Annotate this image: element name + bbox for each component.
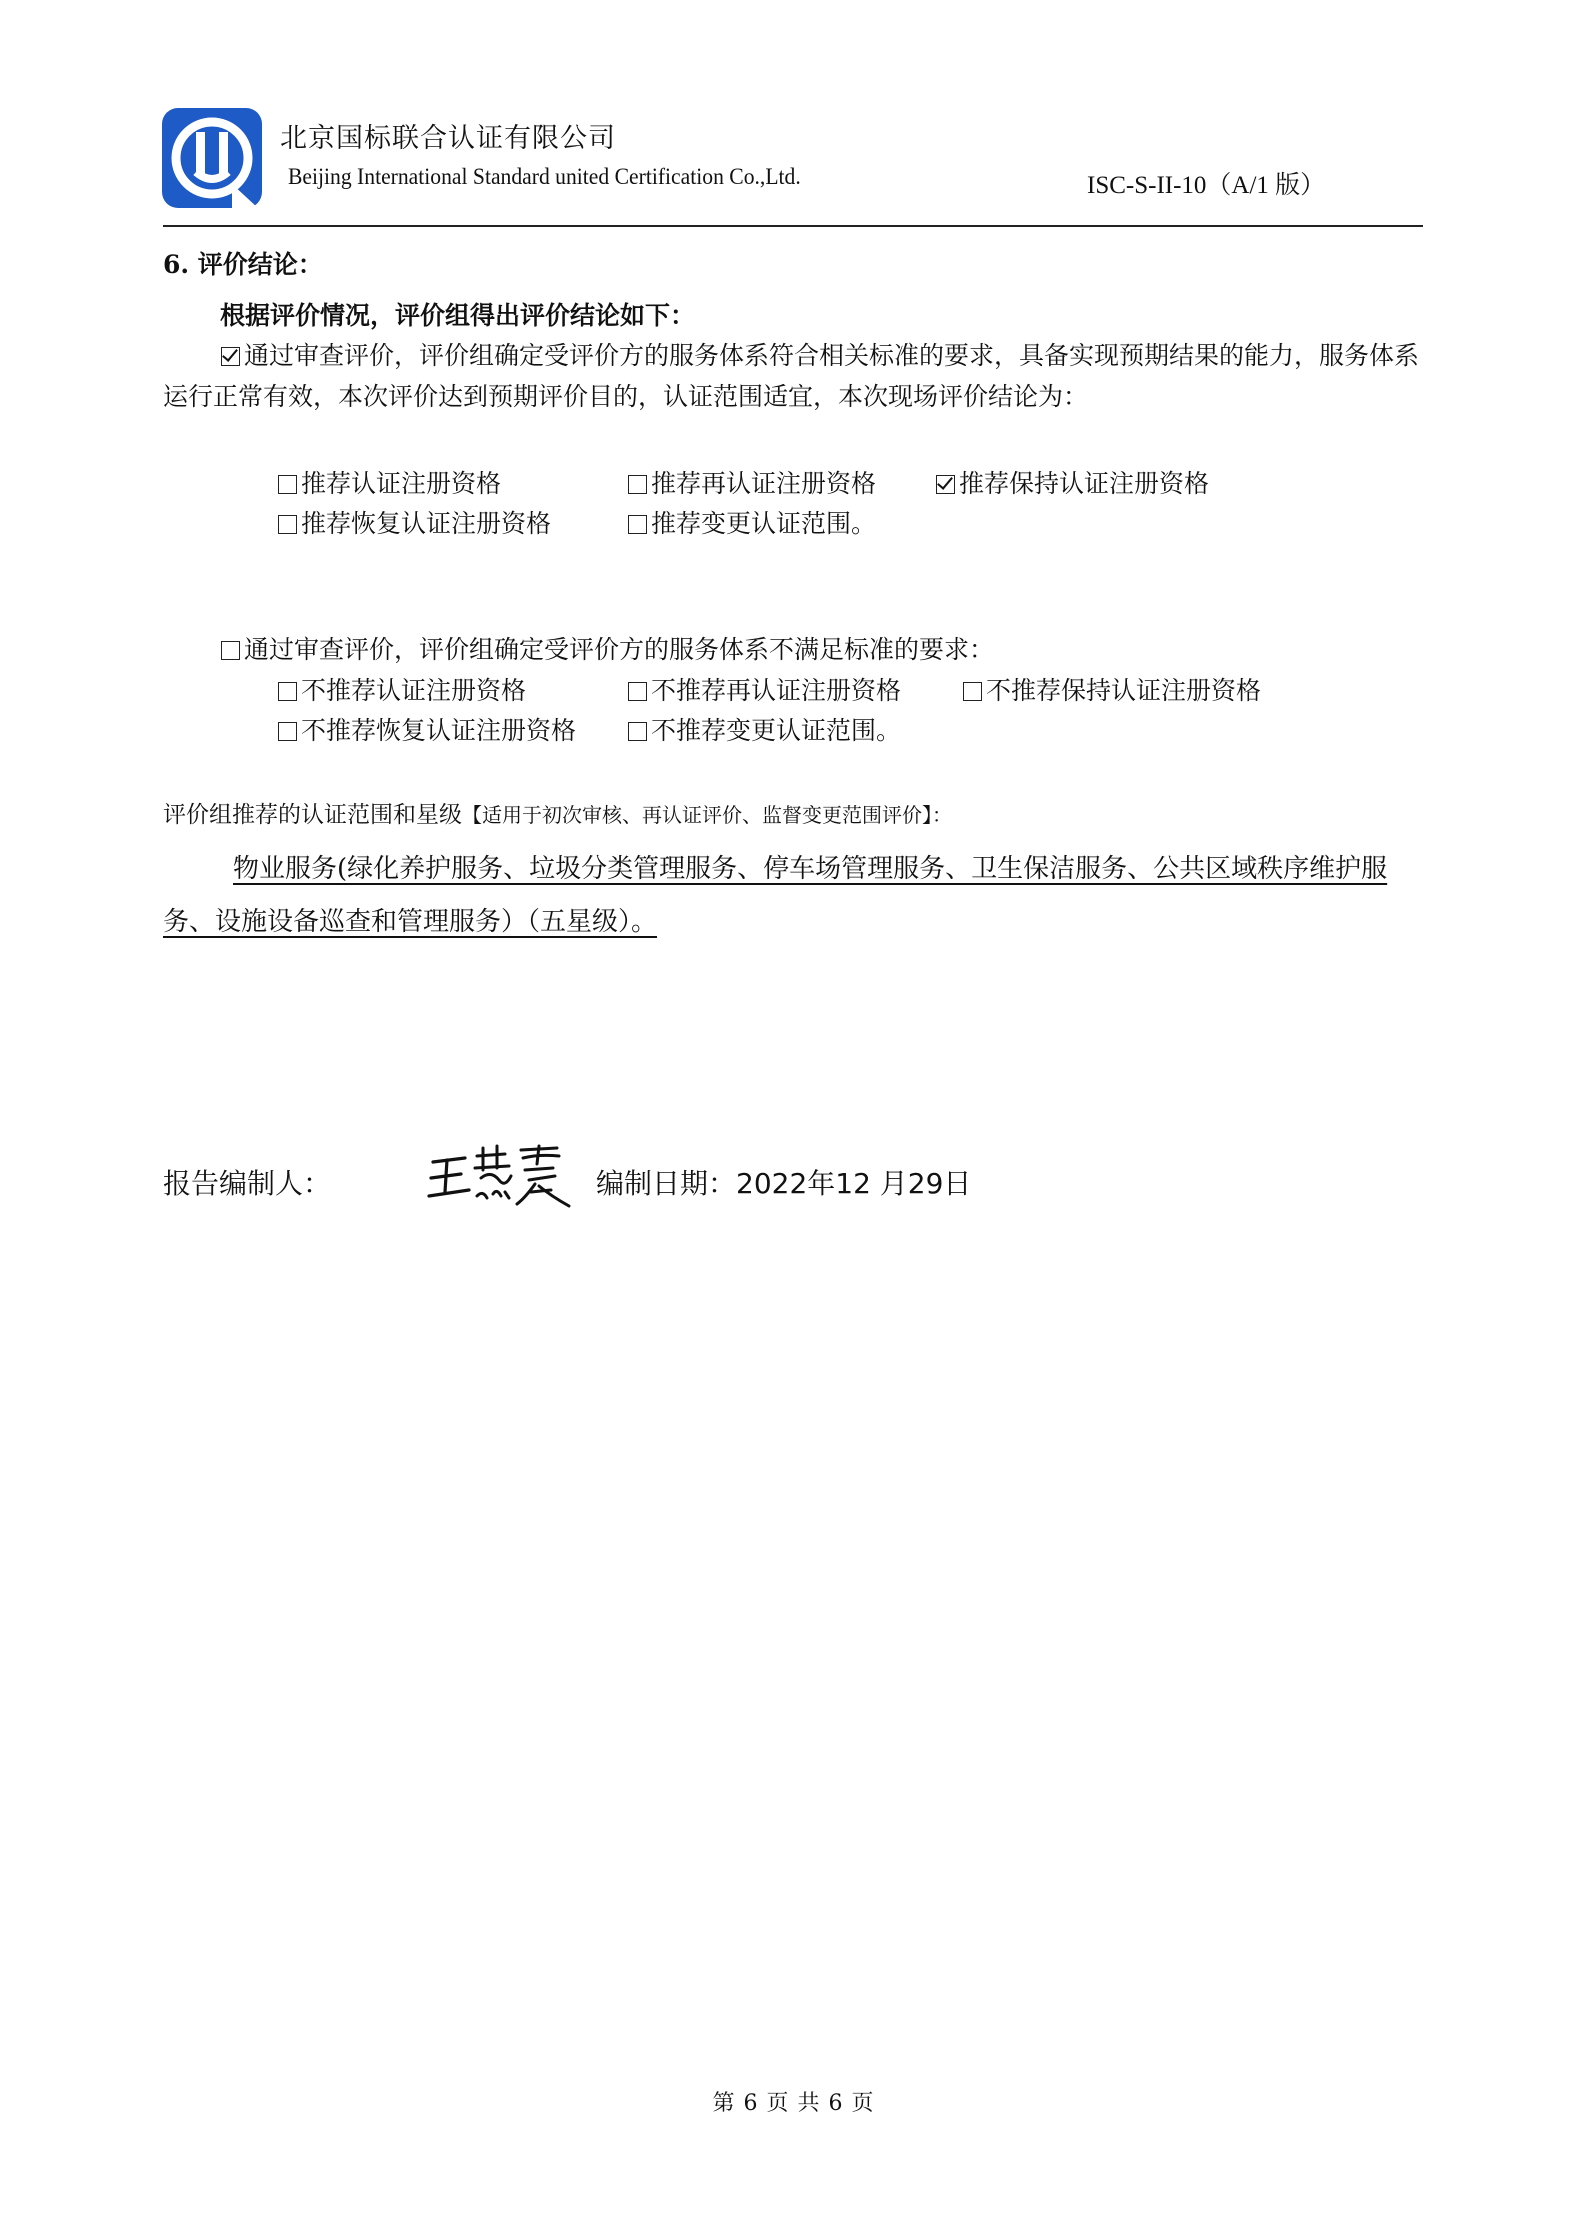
conclusion-fail-checkbox[interactable] — [221, 641, 240, 660]
option-recommend-maintain[interactable]: 推荐保持认证注册资格 — [936, 464, 1209, 500]
page-number: 第 6 页 共 6 页 — [712, 2091, 875, 2116]
scope-label — [163, 796, 952, 829]
option-not-recommend-change-scope[interactable]: 不推荐变更认证范围。 — [628, 711, 901, 747]
option-recommend-recertification[interactable]: 推荐再认证注册资格 — [628, 464, 876, 500]
checkbox[interactable] — [278, 722, 297, 741]
option-recommend-restore[interactable]: 推荐恢复认证注册资格 — [278, 504, 551, 540]
checkbox[interactable] — [963, 682, 982, 701]
option-recommend-change-scope[interactable]: 推荐变更认证范围。 — [628, 504, 876, 540]
checkbox[interactable] — [628, 475, 647, 494]
checkbox[interactable] — [278, 682, 297, 701]
author-label: 报告编制人： — [163, 1167, 332, 1200]
checkbox-checked[interactable] — [936, 475, 955, 494]
section-intro: 根据评价情况，评价组得出评价结论如下： — [220, 301, 696, 330]
date-label: 编制日期： — [596, 1167, 737, 1200]
company-name-en: Beijing International Standard united Certification Co.,Ltd. — [288, 164, 801, 189]
section-title: 6. 评价结论： — [163, 250, 323, 279]
option-not-recommend-recertification[interactable]: 不推荐再认证注册资格 — [628, 671, 901, 707]
conclusion-pass-checkbox[interactable] — [221, 347, 240, 366]
company-name-cn: 北京国标联合认证有限公司 — [280, 123, 616, 154]
company-logo-icon — [160, 106, 264, 210]
checkbox[interactable] — [278, 515, 297, 534]
scope-label-text: 评价组推荐的认证范围和星级 — [163, 802, 462, 828]
option-recommend-certification[interactable]: 推荐认证注册资格 — [278, 464, 501, 500]
checkbox[interactable] — [628, 722, 647, 741]
checkbox[interactable] — [628, 515, 647, 534]
header-divider — [163, 225, 1423, 227]
conclusion-pass-text — [163, 335, 1426, 417]
scope-note: 【适用于初次审核、再认证评价、监督变更范围评价】： — [462, 803, 952, 827]
scope-text: 物业服务(绿化养护服务、垃圾分类管理服务、停车场管理服务、卫生保洁服务、公共区域秩序维护服务、设施设备巡查和管理服务）（五星级）。 — [163, 854, 1388, 937]
document-code: ISC-S-II-10（A/1 版） — [1087, 172, 1326, 199]
option-not-recommend-restore[interactable]: 不推荐恢复认证注册资格 — [278, 711, 576, 747]
conclusion-fail-text[interactable]: 通过审查评价，评价组确定受评价方的服务体系不满足标准的要求： — [221, 630, 994, 666]
option-not-recommend-maintain[interactable]: 不推荐保持认证注册资格 — [963, 671, 1261, 707]
handwritten-signature — [425, 1140, 575, 1210]
conclusion-pass-label: 通过审查评价，评价组确定受评价方的服务体系符合相关标准的要求，具备实现预期结果的能力，服务体系运行正常有效，本次评价达到预期评价目的，认证范围适宜，本次现场评价结论为： — [163, 341, 1420, 411]
checkbox[interactable] — [628, 682, 647, 701]
option-not-recommend-certification[interactable]: 不推荐认证注册资格 — [278, 671, 526, 707]
checkbox[interactable] — [278, 475, 297, 494]
date-value: 2022年12 月29日 — [736, 1167, 972, 1200]
compile-date — [596, 1162, 971, 1202]
